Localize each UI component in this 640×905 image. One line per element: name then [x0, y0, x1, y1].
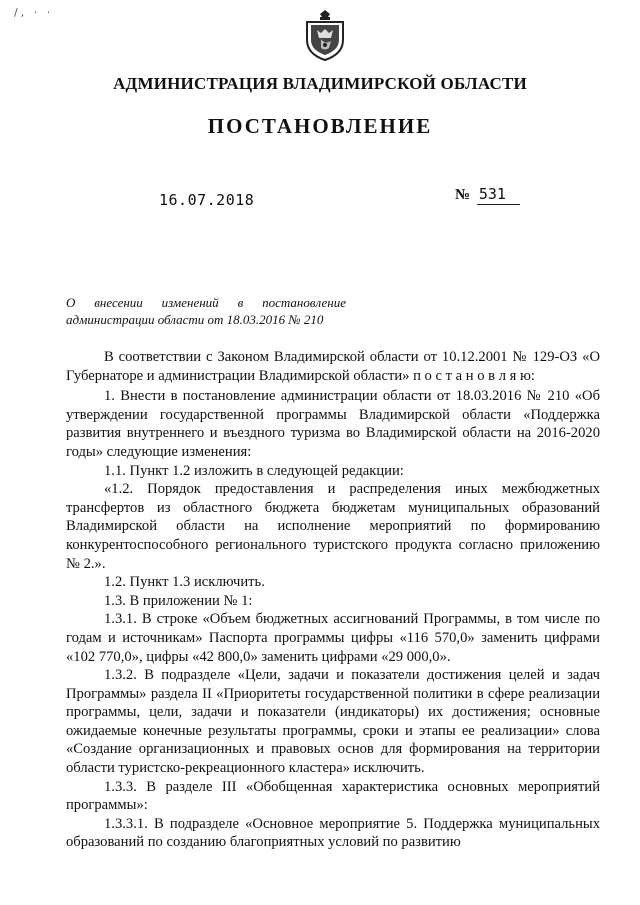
paragraph-item-1: 1. Внести в постановление администрации области от 18.03.2016 № 210 «Об утверждении государственной программы Владимирской области «Поддержка развития внутреннего и въездного туризма во Владимирской области на 2016-2020 годы» следующие изменения:	[66, 388, 600, 460]
paragraph-item-1-3-3-1: 1.3.3.1. В подразделе «Основное мероприятие 5. Поддержка муниципальных образований по созданию благоприятных условий по развитию	[66, 815, 600, 851]
paragraph-item-1-3-2: 1.3.2. В подразделе «Цели, задачи и показатели достижения целей и задач Программы» раздела II «Приоритеты государственной политики в сфере реализации программы, цели, задачи и показатели (индикаторы) их достижения; основные ожидаемые конечные результаты программы, сроки и этапы ее реализации» слова «Создание организационных и правовых основ для формирования на территории области туристско-рекреационного кластера» исключить.	[66, 667, 600, 777]
organization-title: АДМИНИСТРАЦИЯ ВЛАДИМИРСКОЙ ОБЛАСТИ	[113, 74, 527, 93]
paragraph-item-1-3: 1.3. В приложении № 1:	[104, 592, 253, 609]
number-value: 531	[477, 185, 520, 205]
corner-marks: /, · ·	[14, 6, 54, 19]
document-body	[66, 348, 600, 852]
paragraph-item-1-2: 1.2. Пункт 1.3 исключить.	[104, 574, 265, 591]
document-subject: О внесении изменений в постановление администрации области от 18.03.2016 № 210	[66, 295, 346, 327]
paragraph-item-1-2-quote: «1.2. Порядок предоставления и распределения иных межбюджетных трансфертов из областного бюджета бюджетам муниципальных образований Владимирской области на исполнение мероприятий по формированию конкурентоспособного регионального туристского продукта согласно приложению № 2.».	[66, 481, 600, 572]
document-type-title: ПОСТАНОВЛЕНИЕ	[207, 114, 433, 138]
document-number	[455, 185, 520, 205]
document-date: 16.07.2018	[159, 191, 255, 209]
paragraph-preamble: В соответствии с Законом Владимирской области от 10.12.2001 № 129-ОЗ «О Губернаторе и администрации Владимирской области» п о с т а н о в л я ю:	[66, 349, 600, 384]
paragraph-item-1-3-3: 1.3.3. В разделе III «Обобщенная характеристика основных мероприятий программы»:	[66, 778, 600, 814]
paragraph-item-1-3-1: 1.3.1. В строке «Объем бюджетных ассигнований Программы, в том числе по годам и источникам» Паспорта программы цифры «116 570,0» заменить цифрами «102 770,0», цифры «42 800,0» заменить цифрами «29 000,0».	[66, 611, 600, 665]
coat-of-arms-emblem	[303, 8, 347, 62]
number-label: №	[455, 187, 471, 203]
paragraph-item-1-1: 1.1. Пункт 1.2 изложить в следующей редакции:	[104, 462, 404, 479]
